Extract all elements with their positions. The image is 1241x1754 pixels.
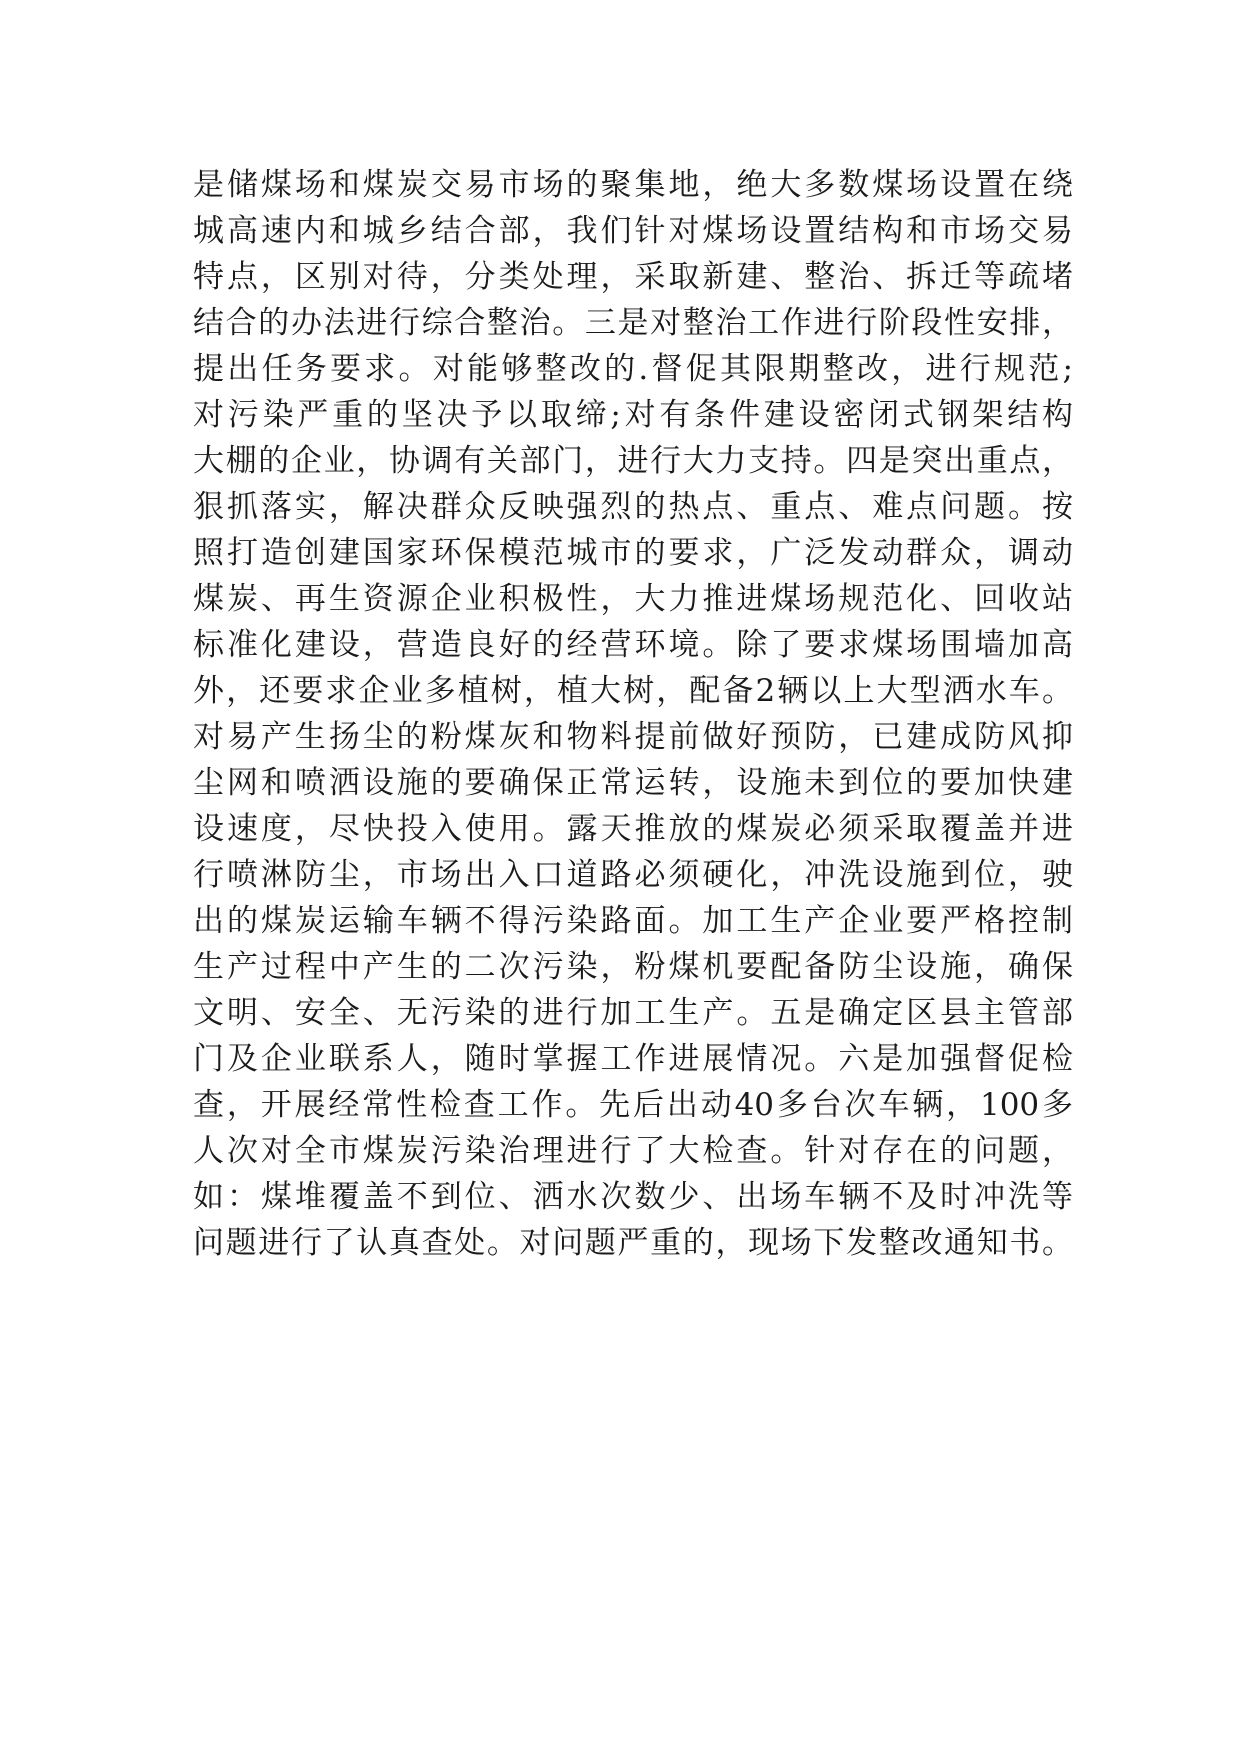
text-line: 尘网和喷洒设施的要确保正常运转，设施未到位的要加快建: [193, 765, 1073, 801]
text-line: 对易产生扬尘的粉煤灰和物料提前做好预防，已建成防风抑: [193, 719, 1073, 755]
text-line: 行喷淋防尘，市场出入口道路必须硬化，冲洗设施到位，驶: [193, 857, 1073, 893]
text-line: 大棚的企业，协调有关部门，进行大力支持。四是突出重点，: [193, 443, 1073, 479]
text-line: 问题进行了认真查处。对问题严重的，现场下发整改通知书。: [193, 1225, 1073, 1261]
text-line: 出的煤炭运输车辆不得污染路面。加工生产企业要严格控制: [193, 903, 1073, 939]
text-line: 对污染严重的坚决予以取缔;对有条件建设密闭式钢架结构: [193, 397, 1073, 433]
text-line: 外，还要求企业多植树，植大树，配备2辆以上大型洒水车。: [193, 673, 1073, 709]
text-line: 如：煤堆覆盖不到位、洒水次数少、出场车辆不及时冲洗等: [193, 1179, 1073, 1215]
text-line: 设速度，尽快投入使用。露天推放的煤炭必须采取覆盖并进: [193, 811, 1073, 847]
text-line: 门及企业联系人，随时掌握工作进展情况。六是加强督促检: [193, 1041, 1073, 1077]
text-line: 人次对全市煤炭污染治理进行了大检查。针对存在的问题，: [193, 1133, 1073, 1169]
text-line: 照打造创建国家环保模范城市的要求，广泛发动群众，调动: [193, 535, 1073, 571]
text-line: 煤炭、再生资源企业积极性，大力推进煤场规范化、回收站: [193, 581, 1073, 617]
text-line: 查，开展经常性检查工作。先后出动40多台次车辆，100多: [193, 1087, 1073, 1123]
text-line: 标准化建设，营造良好的经营环境。除了要求煤场围墙加高: [193, 627, 1073, 663]
body-text: [193, 162, 1073, 1266]
text-line: 特点，区别对待，分类处理，采取新建、整治、拆迁等疏堵: [193, 259, 1073, 295]
text-line: 是储煤场和煤炭交易市场的聚集地，绝大多数煤场设置在绕: [193, 167, 1073, 203]
text-line: 文明、安全、无污染的进行加工生产。五是确定区县主管部: [193, 995, 1073, 1031]
text-line: 狠抓落实，解决群众反映强烈的热点、重点、难点问题。按: [193, 489, 1073, 525]
text-line: 城高速内和城乡结合部，我们针对煤场设置结构和市场交易: [193, 213, 1073, 249]
text-line: 结合的办法进行综合整治。三是对整治工作进行阶段性安排，: [193, 305, 1073, 341]
text-line: 提出任务要求。对能够整改的.督促其限期整改，进行规范;: [193, 351, 1073, 387]
text-line: 生产过程中产生的二次污染，粉煤机要配备防尘设施，确保: [193, 949, 1073, 985]
